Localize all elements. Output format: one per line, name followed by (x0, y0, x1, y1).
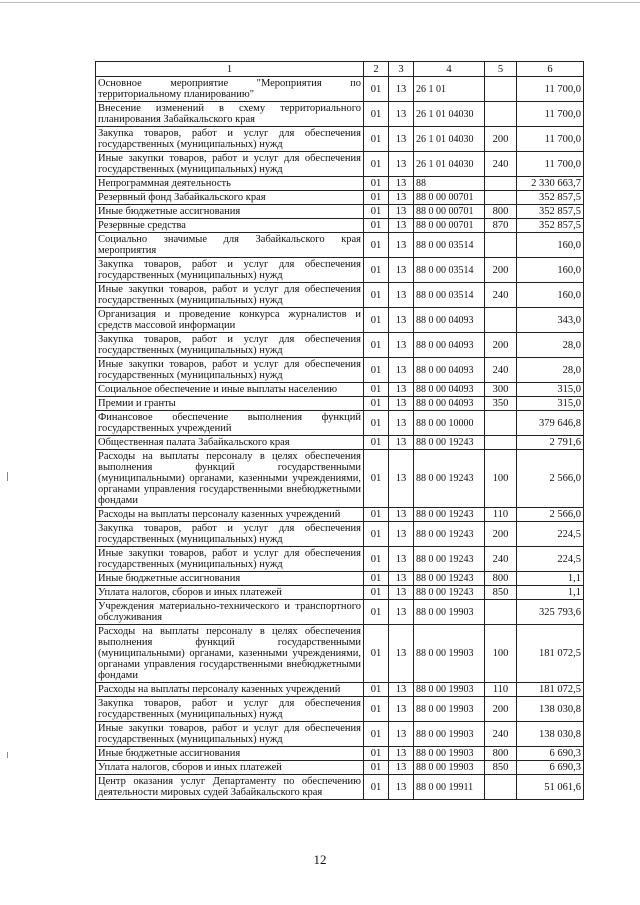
subsection-code: 13 (389, 77, 414, 102)
subsection-code: 13 (389, 697, 414, 722)
section-code: 01 (364, 191, 389, 205)
amount: 2 330 663,7 (517, 177, 584, 191)
subsection-code: 13 (389, 177, 414, 191)
amount: 224,5 (517, 522, 584, 547)
section-code: 01 (364, 600, 389, 625)
subsection-code: 13 (389, 683, 414, 697)
table-row (96, 522, 584, 547)
expense-type-code: 200 (485, 258, 517, 283)
expense-type-code: 240 (485, 152, 517, 177)
table-row (96, 258, 584, 283)
table-row (96, 697, 584, 722)
section-code: 01 (364, 77, 389, 102)
subsection-code: 13 (389, 358, 414, 383)
table-row (96, 219, 584, 233)
section-code: 01 (364, 683, 389, 697)
target-article-code: 88 0 00 19243 (414, 450, 485, 508)
amount: 51 061,6 (517, 775, 584, 800)
subsection-code: 13 (389, 586, 414, 600)
subsection-code: 13 (389, 747, 414, 761)
row-name: Внесение изменений в схему территориального планирования Забайкальского края (96, 102, 364, 127)
expense-type-code: 800 (485, 572, 517, 586)
table-row (96, 508, 584, 522)
row-name: Уплата налогов, сборов и иных платежей (96, 586, 364, 600)
row-name: Иные закупки товаров, работ и услуг для обеспечения государственных (муниципальных) нужд (96, 152, 364, 177)
expense-type-code: 240 (485, 283, 517, 308)
amount: 6 690,3 (517, 747, 584, 761)
table-row (96, 761, 584, 775)
subsection-code: 13 (389, 450, 414, 508)
column-header: 1 (96, 62, 364, 77)
table-row (96, 747, 584, 761)
section-code: 01 (364, 761, 389, 775)
expense-type-code: 240 (485, 358, 517, 383)
subsection-code: 13 (389, 436, 414, 450)
amount: 160,0 (517, 283, 584, 308)
expense-type-code: 800 (485, 747, 517, 761)
subsection-code: 13 (389, 383, 414, 397)
amount: 181 072,5 (517, 625, 584, 683)
expense-type-code (485, 233, 517, 258)
expense-type-code: 350 (485, 397, 517, 411)
expense-type-code (485, 77, 517, 102)
table-row (96, 358, 584, 383)
section-code: 01 (364, 205, 389, 219)
table-row (96, 683, 584, 697)
expense-type-code (485, 308, 517, 333)
target-article-code: 26 1 01 04030 (414, 127, 485, 152)
row-name: Уплата налогов, сборов и иных платежей (96, 761, 364, 775)
column-header: 2 (364, 62, 389, 77)
amount: 379 646,8 (517, 411, 584, 436)
target-article-code: 88 0 00 19903 (414, 600, 485, 625)
amount: 181 072,5 (517, 683, 584, 697)
expense-type-code: 800 (485, 205, 517, 219)
scan-mark (7, 752, 8, 758)
section-code: 01 (364, 508, 389, 522)
column-header: 6 (517, 62, 584, 77)
expense-type-code: 200 (485, 522, 517, 547)
row-name: Иные бюджетные ассигнования (96, 205, 364, 219)
target-article-code: 88 0 00 19243 (414, 508, 485, 522)
row-name: Иные закупки товаров, работ и услуг для обеспечения государственных (муниципальных) нужд (96, 547, 364, 572)
subsection-code: 13 (389, 205, 414, 219)
section-code: 01 (364, 283, 389, 308)
page-top-edge (0, 2, 640, 3)
subsection-code: 13 (389, 572, 414, 586)
target-article-code: 88 0 00 19903 (414, 747, 485, 761)
amount: 11 700,0 (517, 77, 584, 102)
amount: 11 700,0 (517, 152, 584, 177)
row-name: Закупка товаров, работ и услуг для обеспечения государственных (муниципальных) нужд (96, 522, 364, 547)
amount: 11 700,0 (517, 102, 584, 127)
subsection-code: 13 (389, 600, 414, 625)
subsection-code: 13 (389, 508, 414, 522)
section-code: 01 (364, 572, 389, 586)
amount: 352 857,5 (517, 219, 584, 233)
amount: 160,0 (517, 233, 584, 258)
row-name: Иные закупки товаров, работ и услуг для обеспечения государственных (муниципальных) нужд (96, 722, 364, 747)
table-row (96, 547, 584, 572)
row-name: Расходы на выплаты персоналу в целях обеспечения выполнения функций государственными (муниципальными) органами, казенными учреждениями, органами управления государственными внебюджетными фондами (96, 625, 364, 683)
subsection-code: 13 (389, 625, 414, 683)
amount: 2 566,0 (517, 450, 584, 508)
expense-type-code: 870 (485, 219, 517, 233)
subsection-code: 13 (389, 775, 414, 800)
row-name: Расходы на выплаты персоналу казенных учреждений (96, 683, 364, 697)
row-name: Иные закупки товаров, работ и услуг для обеспечения государственных (муниципальных) нужд (96, 358, 364, 383)
subsection-code: 13 (389, 397, 414, 411)
amount: 28,0 (517, 358, 584, 383)
section-code: 01 (364, 775, 389, 800)
expense-type-code: 110 (485, 683, 517, 697)
row-name: Финансовое обеспечение выполнения функций государственных учреждений (96, 411, 364, 436)
section-code: 01 (364, 697, 389, 722)
section-code: 01 (364, 722, 389, 747)
table-row (96, 77, 584, 102)
target-article-code: 26 1 01 (414, 77, 485, 102)
expense-type-code: 300 (485, 383, 517, 397)
subsection-code: 13 (389, 761, 414, 775)
table-row (96, 191, 584, 205)
amount: 6 690,3 (517, 761, 584, 775)
target-article-code: 88 0 00 03514 (414, 233, 485, 258)
amount: 352 857,5 (517, 205, 584, 219)
table-row (96, 233, 584, 258)
subsection-code: 13 (389, 283, 414, 308)
expense-type-code: 200 (485, 333, 517, 358)
row-name: Организация и проведение конкурса журналистов и средств массовой информации (96, 308, 364, 333)
section-code: 01 (364, 586, 389, 600)
section-code: 01 (364, 411, 389, 436)
expense-type-code: 100 (485, 625, 517, 683)
subsection-code: 13 (389, 233, 414, 258)
target-article-code: 88 0 00 03514 (414, 283, 485, 308)
section-code: 01 (364, 333, 389, 358)
amount: 315,0 (517, 383, 584, 397)
column-header: 4 (414, 62, 485, 77)
amount: 2 791,6 (517, 436, 584, 450)
section-code: 01 (364, 383, 389, 397)
row-name: Закупка товаров, работ и услуг для обеспечения государственных (муниципальных) нужд (96, 258, 364, 283)
table-row (96, 450, 584, 508)
row-name: Закупка товаров, работ и услуг для обеспечения государственных (муниципальных) нужд (96, 697, 364, 722)
amount: 1,1 (517, 586, 584, 600)
amount: 2 566,0 (517, 508, 584, 522)
target-article-code: 88 0 00 19903 (414, 625, 485, 683)
expense-type-code (485, 191, 517, 205)
row-name: Иные закупки товаров, работ и услуг для обеспечения государственных (муниципальных) нужд (96, 283, 364, 308)
section-code: 01 (364, 258, 389, 283)
budget-table (95, 61, 584, 800)
expense-type-code: 850 (485, 586, 517, 600)
expense-type-code: 110 (485, 508, 517, 522)
row-name: Социальное обеспечение и иные выплаты населению (96, 383, 364, 397)
target-article-code: 88 0 00 19903 (414, 722, 485, 747)
row-name: Расходы на выплаты персоналу в целях обеспечения выполнения функций государственными (муниципальными) органами, казенными учреждениями, органами управления государственными внебюджетными фондами (96, 450, 364, 508)
target-article-code: 88 0 00 19243 (414, 572, 485, 586)
expense-type-code (485, 177, 517, 191)
section-code: 01 (364, 308, 389, 333)
target-article-code: 88 0 00 19903 (414, 697, 485, 722)
row-name: Иные бюджетные ассигнования (96, 747, 364, 761)
expense-type-code (485, 411, 517, 436)
table-row (96, 600, 584, 625)
subsection-code: 13 (389, 722, 414, 747)
row-name: Центр оказания услуг Департаменту по обеспечению деятельности мировых судей Забайкальского края (96, 775, 364, 800)
target-article-code: 88 0 00 00701 (414, 205, 485, 219)
table-row (96, 397, 584, 411)
section-code: 01 (364, 436, 389, 450)
amount: 315,0 (517, 397, 584, 411)
table-row (96, 333, 584, 358)
target-article-code: 88 0 00 04093 (414, 308, 485, 333)
row-name: Основное мероприятие "Мероприятия по территориальному планированию" (96, 77, 364, 102)
amount: 1,1 (517, 572, 584, 586)
row-name: Социально значимые для Забайкальского края мероприятия (96, 233, 364, 258)
section-code: 01 (364, 152, 389, 177)
target-article-code: 88 0 00 04093 (414, 383, 485, 397)
target-article-code: 88 0 00 00701 (414, 219, 485, 233)
section-code: 01 (364, 219, 389, 233)
row-name: Резервный фонд Забайкальского края (96, 191, 364, 205)
target-article-code: 88 (414, 177, 485, 191)
target-article-code: 88 0 00 19243 (414, 547, 485, 572)
amount: 28,0 (517, 333, 584, 358)
row-name: Учреждения материально-технического и транспортного обслуживания (96, 600, 364, 625)
target-article-code: 88 0 00 19243 (414, 586, 485, 600)
amount: 138 030,8 (517, 722, 584, 747)
expense-type-code (485, 600, 517, 625)
table-row (96, 775, 584, 800)
target-article-code: 88 0 00 03514 (414, 258, 485, 283)
table-row (96, 722, 584, 747)
expense-type-code (485, 436, 517, 450)
column-header: 5 (485, 62, 517, 77)
subsection-code: 13 (389, 547, 414, 572)
target-article-code: 88 0 00 19911 (414, 775, 485, 800)
section-code: 01 (364, 625, 389, 683)
amount: 325 793,6 (517, 600, 584, 625)
section-code: 01 (364, 358, 389, 383)
target-article-code: 26 1 01 04030 (414, 102, 485, 127)
table-row (96, 152, 584, 177)
amount: 11 700,0 (517, 127, 584, 152)
scan-mark (7, 472, 8, 481)
target-article-code: 88 0 00 19903 (414, 761, 485, 775)
subsection-code: 13 (389, 191, 414, 205)
amount: 224,5 (517, 547, 584, 572)
target-article-code: 88 0 00 19903 (414, 683, 485, 697)
table-row (96, 436, 584, 450)
table-row (96, 127, 584, 152)
table-header-row (96, 62, 584, 77)
table-row (96, 572, 584, 586)
section-code: 01 (364, 747, 389, 761)
section-code: 01 (364, 127, 389, 152)
subsection-code: 13 (389, 308, 414, 333)
target-article-code: 88 0 00 10000 (414, 411, 485, 436)
subsection-code: 13 (389, 522, 414, 547)
subsection-code: 13 (389, 127, 414, 152)
section-code: 01 (364, 450, 389, 508)
table-row (96, 625, 584, 683)
row-name: Расходы на выплаты персоналу казенных учреждений (96, 508, 364, 522)
table-row (96, 205, 584, 219)
expense-type-code: 100 (485, 450, 517, 508)
subsection-code: 13 (389, 102, 414, 127)
section-code: 01 (364, 522, 389, 547)
row-name: Премии и гранты (96, 397, 364, 411)
section-code: 01 (364, 177, 389, 191)
subsection-code: 13 (389, 219, 414, 233)
section-code: 01 (364, 102, 389, 127)
expense-type-code: 200 (485, 127, 517, 152)
table-row (96, 586, 584, 600)
section-code: 01 (364, 547, 389, 572)
amount: 343,0 (517, 308, 584, 333)
expense-type-code: 200 (485, 697, 517, 722)
page-number: 12 (313, 852, 327, 867)
row-name: Закупка товаров, работ и услуг для обеспечения государственных (муниципальных) нужд (96, 127, 364, 152)
expense-type-code (485, 775, 517, 800)
subsection-code: 13 (389, 411, 414, 436)
expense-type-code: 850 (485, 761, 517, 775)
amount: 138 030,8 (517, 697, 584, 722)
target-article-code: 88 0 00 19243 (414, 436, 485, 450)
expense-type-code (485, 102, 517, 127)
amount: 352 857,5 (517, 191, 584, 205)
table-row (96, 177, 584, 191)
section-code: 01 (364, 397, 389, 411)
row-name: Общественная палата Забайкальского края (96, 436, 364, 450)
row-name: Закупка товаров, работ и услуг для обеспечения государственных (муниципальных) нужд (96, 333, 364, 358)
expense-type-code: 240 (485, 547, 517, 572)
amount: 160,0 (517, 258, 584, 283)
expense-type-code: 240 (485, 722, 517, 747)
subsection-code: 13 (389, 152, 414, 177)
target-article-code: 88 0 00 04093 (414, 358, 485, 383)
subsection-code: 13 (389, 333, 414, 358)
column-header: 3 (389, 62, 414, 77)
table-row (96, 383, 584, 397)
row-name: Резервные средства (96, 219, 364, 233)
target-article-code: 88 0 00 04093 (414, 397, 485, 411)
table-row (96, 102, 584, 127)
target-article-code: 88 0 00 00701 (414, 191, 485, 205)
subsection-code: 13 (389, 258, 414, 283)
section-code: 01 (364, 233, 389, 258)
table-row (96, 283, 584, 308)
row-name: Непрограммная деятельность (96, 177, 364, 191)
target-article-code: 88 0 00 04093 (414, 333, 485, 358)
table-row (96, 411, 584, 436)
target-article-code: 88 0 00 19243 (414, 522, 485, 547)
table-row (96, 308, 584, 333)
row-name: Иные бюджетные ассигнования (96, 572, 364, 586)
target-article-code: 26 1 01 04030 (414, 152, 485, 177)
